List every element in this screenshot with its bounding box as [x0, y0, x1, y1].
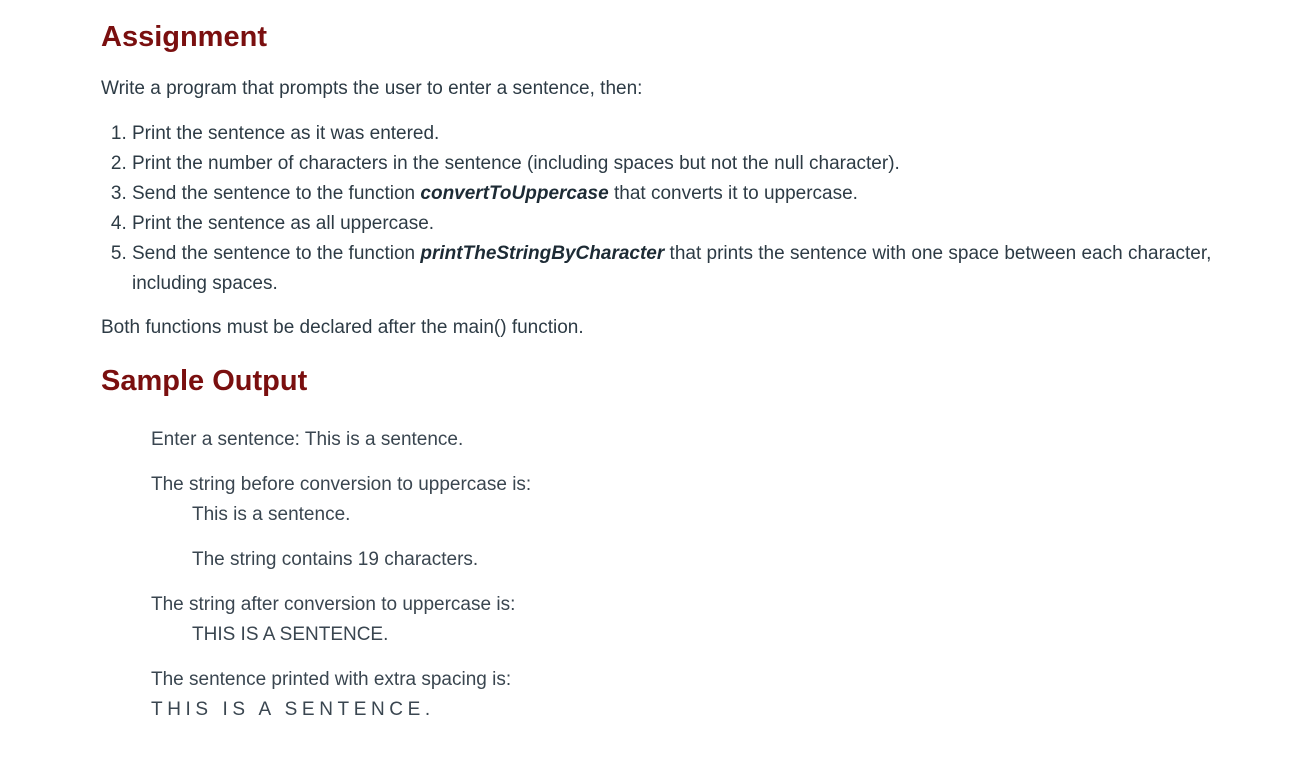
sample-output-heading: Sample Output [101, 365, 308, 397]
sample-after-value: THIS IS A SENTENCE. [192, 624, 389, 645]
step-text-after: that prints the sentence with one space between each character, including spaces. [132, 243, 1212, 294]
sample-before-label: The string before conversion to uppercase is: [151, 474, 532, 495]
sample-spaced-value: THIS IS A SENTENCE. [151, 699, 435, 720]
step-text: Print the sentence as it was entered. [132, 123, 440, 144]
assignment-heading: Assignment [101, 21, 267, 53]
step-item [132, 239, 1239, 299]
assignment-outro: Both functions must be declared after the main() function. [101, 317, 584, 338]
sample-prompt-line: Enter a sentence: This is a sentence. [151, 429, 464, 450]
step-item [132, 149, 1239, 179]
function-name: convertToUppercase [420, 183, 609, 204]
step-text: Print the number of characters in the sentence (including spaces but not the null character). [132, 153, 900, 174]
function-name: printTheStringByCharacter [420, 243, 665, 264]
sample-after-label: The string after conversion to uppercase is: [151, 594, 516, 615]
sample-before-value: This is a sentence. [192, 504, 351, 525]
step-text-before: Send the sentence to the function [132, 183, 421, 204]
step-text-before: Send the sentence to the function [132, 243, 421, 264]
sample-output-block [151, 425, 1239, 725]
step-text-after: that converts it to uppercase. [608, 183, 858, 204]
step-text: Print the sentence as all uppercase. [132, 213, 435, 234]
step-item [132, 179, 1239, 209]
assignment-intro: Write a program that prompts the user to enter a sentence, then: [101, 78, 643, 99]
sample-spaced-label: The sentence printed with extra spacing is: [151, 669, 512, 690]
sample-count-line: The string contains 19 characters. [192, 549, 479, 570]
step-item [132, 209, 1239, 239]
assignment-steps-list [101, 119, 1239, 299]
step-item [132, 119, 1239, 149]
